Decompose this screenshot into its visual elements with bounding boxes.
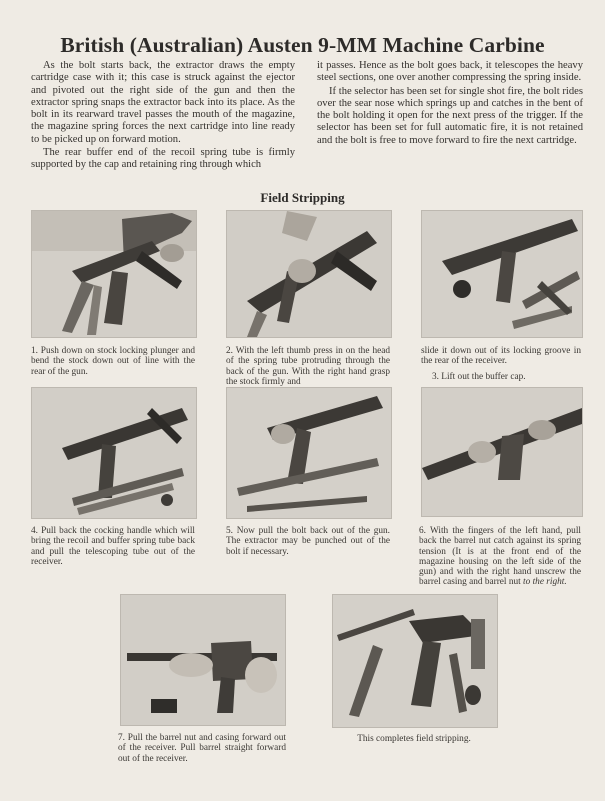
caption-step-6-italic: to the right.: [523, 577, 567, 588]
photo-step-2: [226, 210, 392, 338]
caption-step-7: 7. Pull the barrel nut and casing forward out of the receiver. Pull barrel straight forward out of the receiver.: [118, 733, 286, 764]
photo-step-6: [421, 387, 583, 517]
intro-paragraph: As the bolt starts back, the extractor draws the empty cartridge case with it; this case is struck against the ejector and pivoted out the right side of the gun and then the extractor spring snaps the extractor back into its place. As the bolt in its rearward travel passes the mouth of the magazine, the magazine spring forces the next cartridge into line ready to be picked up on forward motion.: [31, 60, 295, 145]
photo-step-5: [226, 387, 392, 519]
caption-step-2-continued: slide it down out of its locking groove in the rear of the receiver.: [421, 346, 581, 367]
photo-step-7: [120, 594, 286, 726]
intro-right-column: [317, 60, 583, 147]
photo-step-final: [332, 594, 498, 728]
caption-step-1: 1. Push down on stock locking plunger and bend the stock down out of line with the rear of the gun.: [31, 346, 195, 377]
caption-step-6-text: 6. With the fingers of the left hand, pull back the barrel nut catch against its spring tension (It is at the front end of the magazine housing on the left side of the gun) and with the right hand unscrew the barrel casing and barrel nut: [419, 526, 581, 588]
intro-paragraph: If the selector has been set for single shot fire, the bolt rides over the sear nose which springs up and catches in the bent of the bolt holding it open for the next press of the trigger. If the selector has been set for full automatic fire, it is not retained and the bolt is free to move forward to fire the next cartridge.: [317, 85, 583, 146]
photo-step-1: [31, 210, 197, 338]
caption-step-3: 3. Lift out the buffer cap.: [432, 372, 526, 382]
section-heading: Field Stripping: [260, 190, 345, 205]
photo-step-4: [31, 387, 197, 519]
caption-step-5: 5. Now pull the bolt back out of the gun. The extractor may be punched out of the bolt if necessary.: [226, 526, 390, 557]
intro-paragraph: it passes. Hence as the bolt goes back, it telescopes the heavy steel sections, one over another compressing the spring inside.: [317, 60, 583, 84]
caption-step-2: 2. With the left thumb press in on the head of the spring tube protruding through the back of the gun. With the right hand grasp the stock firmly and: [226, 346, 390, 387]
intro-left-column: [31, 60, 295, 172]
caption-step-6: [419, 526, 581, 588]
photo-step-3: [421, 210, 583, 338]
caption-final: This completes field stripping.: [357, 734, 471, 744]
intro-paragraph: The rear buffer end of the recoil spring tube is firmly supported by the cap and retaining ring through which: [31, 147, 295, 171]
caption-step-4: 4. Pull back the cocking handle which will bring the recoil and buffer spring tube back and pull the telescoping tube out of the receiver.: [31, 526, 195, 567]
page-title: British (Australian) Austen 9-MM Machine Carbine: [60, 33, 545, 57]
